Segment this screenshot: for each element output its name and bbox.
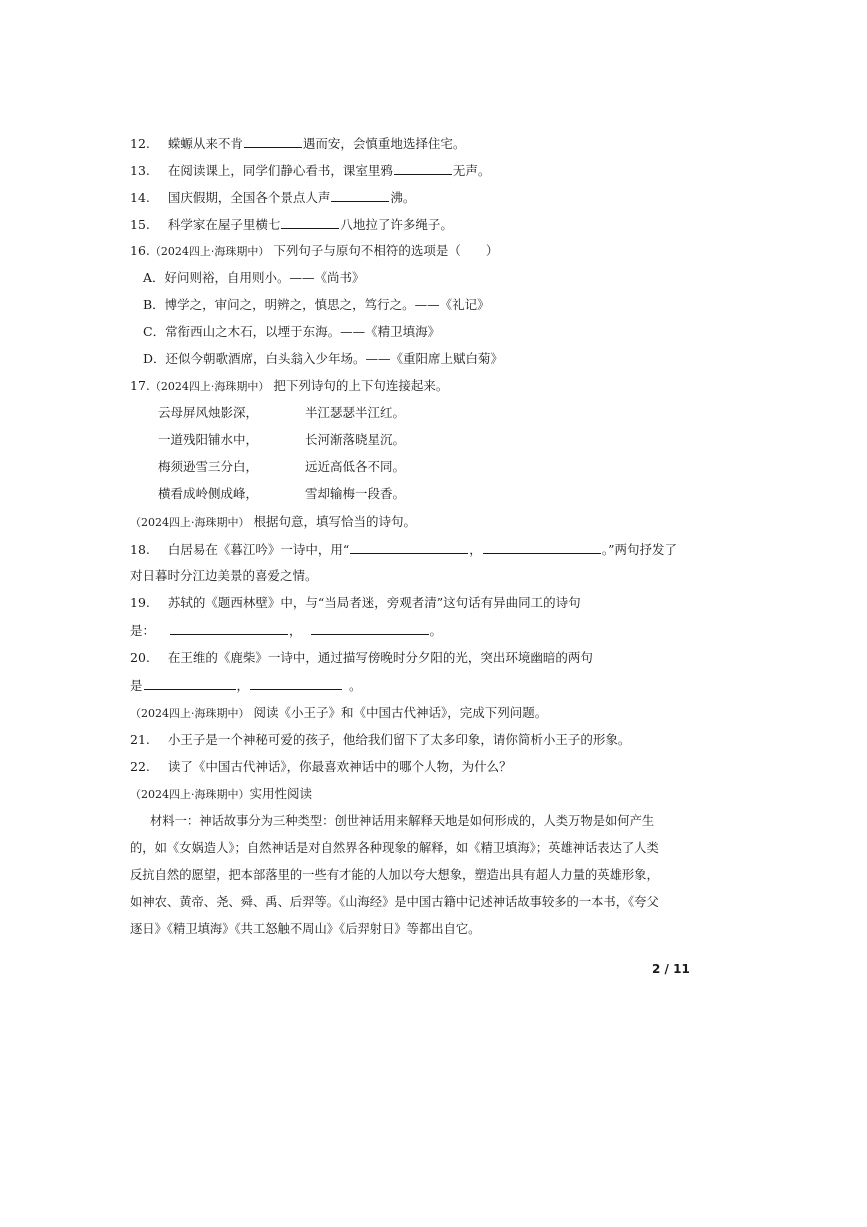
- section-header: （2024四上·海珠期中） 根据句意，填写恰当的诗句。: [130, 514, 416, 529]
- question-18: 18. 白居易在《暮江吟》一诗中，用“ ， 。”两句抒发了: [130, 542, 677, 557]
- answer-blank[interactable]: [244, 135, 302, 148]
- option-d: D．还似今朝歌酒席，白头翁入少年场。——《重阳席上赋白菊》: [143, 351, 504, 366]
- option-c: C．常衔西山之木石，以堙于东海。——《精卫填海》: [143, 324, 441, 339]
- section-header: （2024四上·海珠期中）实用性阅读: [130, 786, 313, 801]
- page-number: 2 / 11: [652, 962, 690, 976]
- question-16: 16.（2024四上·海珠期中） 下列句子与原句不相符的选项是（ ）: [130, 243, 499, 258]
- poem-left-line: 一道残阳铺水中，: [158, 432, 259, 447]
- poem-left-line: 云母屏风烛影深，: [158, 405, 259, 420]
- answer-blank[interactable]: [483, 541, 601, 554]
- material-paragraph-line: 反抗自然的愿望，把本部落里的一些有才能的人加以夸大想象，塑造出具有超人力量的英雄形象，: [130, 868, 659, 882]
- material-paragraph-line: 的，如《女娲造人》；自然神话是对自然界各种现象的解释，如《精卫填海》；英雄神话表达了人类: [130, 841, 659, 855]
- question-14: 14. 国庆假期，全国各个景点人声 沸。: [130, 190, 416, 205]
- material-paragraph-line: 逐日》《精卫填海》《共工怒触不周山》《后羿射日》等都出自它。: [130, 922, 481, 936]
- question-15: 15. 科学家在屋子里横七 八地拉了许多绳子。: [130, 217, 453, 232]
- option-b: B．博学之，审问之，明辨之，慎思之，笃行之。——《礼记》: [143, 297, 490, 312]
- answer-blank[interactable]: [394, 162, 452, 175]
- question-20-cont: 是 ， 。: [130, 678, 362, 693]
- question-21: 21. 小王子是一个神秘可爱的孩子，他给我们留下了太多印象，请你简析小王子的形象。: [130, 732, 631, 747]
- answer-blank[interactable]: [311, 622, 429, 635]
- poem-left-line: 横看成岭侧成峰，: [158, 486, 259, 501]
- answer-blank[interactable]: [170, 622, 288, 635]
- question-13: 13. 在阅读课上，同学们静心看书，课室里鸦 无声。: [130, 163, 491, 178]
- material-paragraph-line: 材料一：神话故事分为三种类型：创世神话用来解释天地是如何形成的，人类万物是如何产生: [150, 814, 655, 828]
- material-paragraph-line: 如神农、黄帝、尧、舜、禹、后羿等。《山海经》是中国古籍中记述神话故事较多的一本书，《夸父: [130, 895, 659, 909]
- question-12: 12. 蝾螈从来不肯 遇而安，会慎重地选择住宅。: [130, 136, 466, 151]
- question-18-cont: 对日暮时分江边美景的喜爱之情。: [130, 568, 318, 583]
- poem-left-line: 梅须逊雪三分白，: [158, 459, 259, 474]
- poem-right-line: 半江瑟瑟半江红。: [305, 405, 406, 420]
- option-a: A．好问则裕，自用则小。——《尚书》: [143, 270, 365, 285]
- poem-right-line: 雪却输梅一段香。: [305, 486, 406, 501]
- question-20: 20. 在王维的《鹿柴》一诗中，通过描写傍晚时分夕阳的光，突出环境幽暗的两句: [130, 650, 593, 665]
- section-header: （2024四上·海珠期中） 阅读《小王子》和《中国古代神话》，完成下列问题。: [130, 705, 548, 720]
- answer-blank[interactable]: [250, 677, 342, 690]
- answer-blank[interactable]: [331, 189, 389, 202]
- poem-right-line: 长河渐落晓星沉。: [305, 432, 406, 447]
- question-19: 19. 苏轼的《题西林壁》中，与“当局者迷，旁观者清”这句话有异曲同工的诗句: [130, 595, 581, 610]
- answer-blank[interactable]: [144, 677, 236, 690]
- answer-blank[interactable]: [281, 216, 339, 229]
- question-17: 17.（2024四上·海珠期中） 把下列诗句的上下句连接起来。: [130, 378, 449, 393]
- poem-right-line: 远近高低各不同。: [305, 459, 406, 474]
- question-19-cont: 是： ， 。: [130, 623, 443, 638]
- answer-blank[interactable]: [350, 541, 468, 554]
- question-22: 22. 读了《中国古代神话》，你最喜欢神话中的哪个人物，为什么？: [130, 759, 512, 774]
